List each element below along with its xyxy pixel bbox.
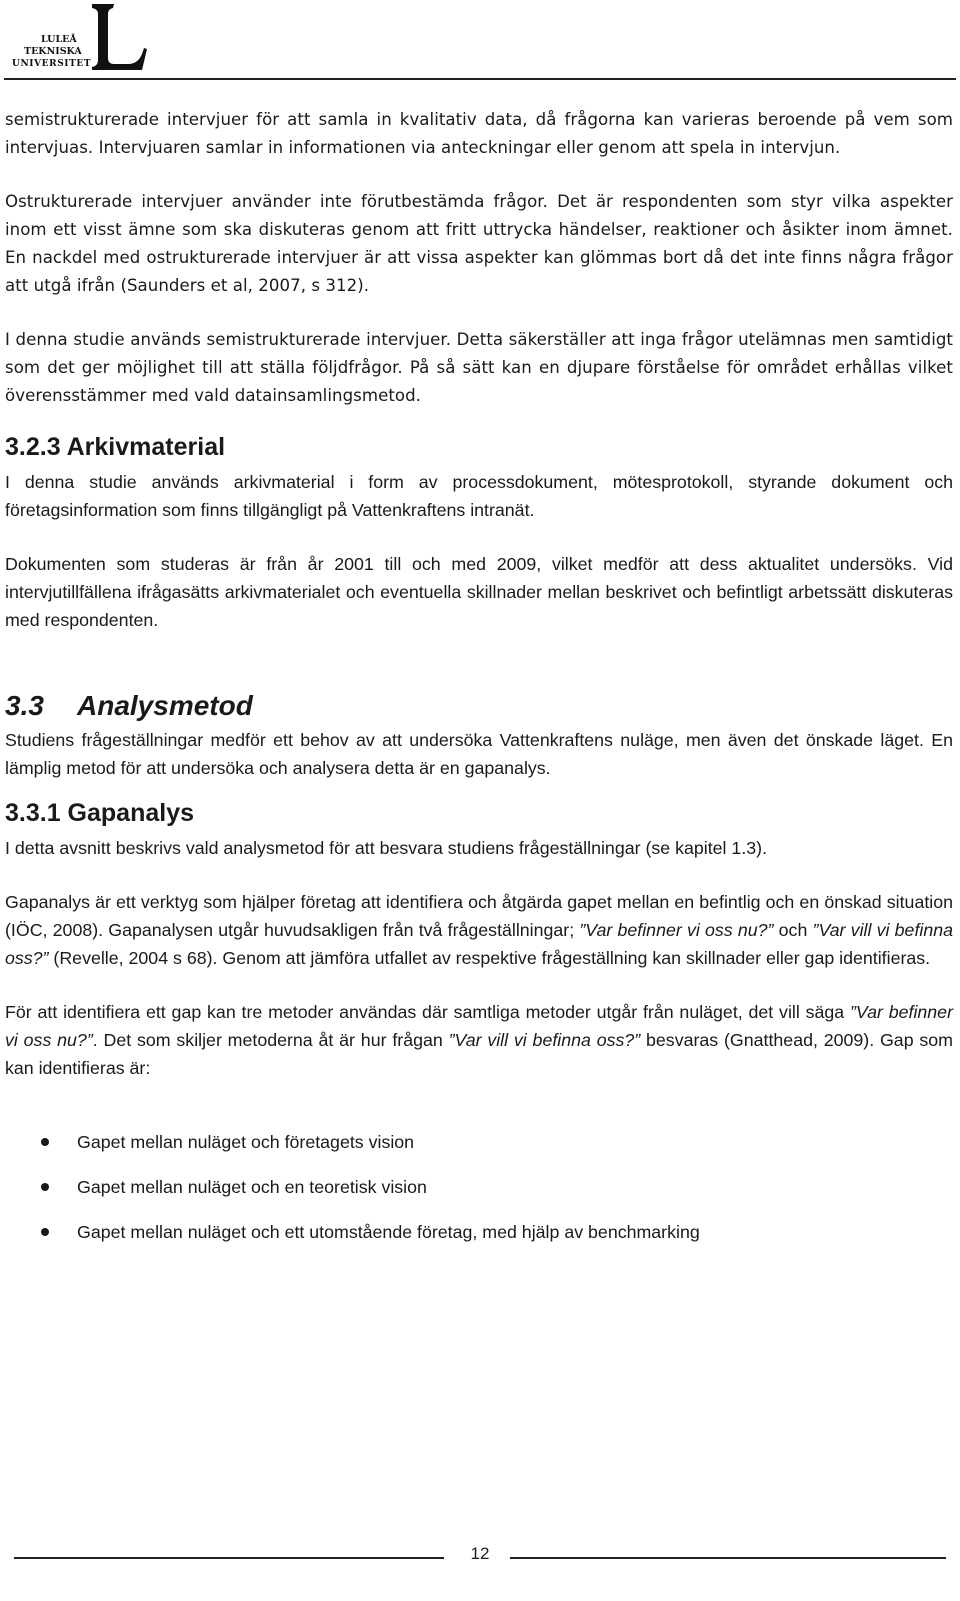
paragraph: För att identifiera ett gap kan tre metoder användas där samtliga metoder utgår från nuläget, det vill säga ”Var befinner vi oss nu?”. Det som skiljer metoderna åt är hur frågan ”Var vill vi befinna oss?” besvaras (Gnatthead, 2009). Gap som kan identifieras är: <box>5 1002 953 1078</box>
section-number: 3.3 <box>5 690 44 721</box>
paragraph: Dokumenten som studeras är från år 2001 till och med 2009, vilket medför att dess aktualitet undersöks. Vid intervjutillfällena ifrågasätts arkivmaterialet och eventuella skillnader mellan beskrivet och befintligt arbetssätt diskuteras med respondenten. <box>5 554 953 630</box>
paragraph: semistrukturerade intervjuer för att samla in kvalitativ data, då frågorna kan varieras beroende på vem som intervjuas. Intervjuaren samlar in informationen via anteckningar eller genom att spela in intervjun. <box>5 110 953 157</box>
paragraph: Gapanalys är ett verktyg som hjälper företag att identifiera och åtgärda gapet mellan en befintlig och en önskad situation (IÖC, 2008). Gapanalysen utgår huvudsakligen från två frågeställningar; ”Var befinner vi oss nu?” och ”Var vill vi befinna oss?” (Revelle, 2004 s 68). Genom att jämföra utfallet av respektive frågeställning kan skillnader eller gap identifieras. <box>5 892 953 968</box>
header-rule <box>4 78 956 80</box>
list-item: Gapet mellan nuläget och företagets vision <box>5 1128 953 1156</box>
section-heading: 3.3.1 Gapanalys <box>5 799 195 827</box>
footer-rule <box>510 1557 946 1559</box>
document-body <box>5 106 953 1263</box>
logo-text-1: LULEÅ <box>41 34 77 45</box>
section-heading: 3.2.3 Arkivmaterial <box>5 433 226 461</box>
bullet-list <box>5 1128 953 1246</box>
paragraph: I detta avsnitt beskrivs vald analysmetod för att besvara studiens frågeställningar (se kapitel 1.3). <box>5 838 768 858</box>
list-item: Gapet mellan nuläget och ett utomstående företag, med hjälp av benchmarking <box>5 1218 953 1246</box>
paragraph: I denna studie används arkivmaterial i form av processdokument, mötesprotokoll, styrande dokument och företagsinformation som finns tillgängligt på Vattenkraftens intranät. <box>5 472 953 520</box>
bullet-icon <box>41 1228 49 1236</box>
paragraph: Studiens frågeställningar medför ett behov av att undersöka Vattenkraftens nuläge, men även det önskade läget. En lämplig metod för att undersöka och analysera detta är en gapanalys. <box>5 730 953 778</box>
section-title: Analysmetod <box>77 690 253 721</box>
university-logo <box>10 0 150 76</box>
logo-text-2: TEKNISKA <box>24 46 82 57</box>
page-header <box>0 0 960 82</box>
bullet-icon <box>41 1183 49 1191</box>
paragraph: Ostrukturerade intervjuer använder inte förutbestämda frågor. Det är respondenten som styr vilka aspekter inom ett visst ämne som ska diskuteras genom att fritt uttrycka händelser, reaktioner och åsikter inom ämnet. En nackdel med ostrukturerade intervjuer är att vissa aspekter kan glömmas bort då det inte finns några frågor att utgå ifrån (Saunders et al, 2007, s 312). <box>5 192 953 295</box>
paragraph: I denna studie används semistrukturerade intervjuer. Detta säkerställer att inga frågor utelämnas men samtidigt som det ger möjlighet till att ställa följdfrågor. På så sätt kan en djupare förståelse för området erhållas vilket överensstämmer med vald datainsamlingsmetod. <box>5 330 953 405</box>
section-heading <box>5 686 953 726</box>
list-item: Gapet mellan nuläget och en teoretisk vision <box>5 1173 953 1201</box>
bullet-icon <box>41 1138 49 1146</box>
logo-text-3: UNIVERSITET <box>12 59 92 69</box>
page-number: 12 <box>470 1544 490 1563</box>
footer-rule <box>14 1557 444 1559</box>
